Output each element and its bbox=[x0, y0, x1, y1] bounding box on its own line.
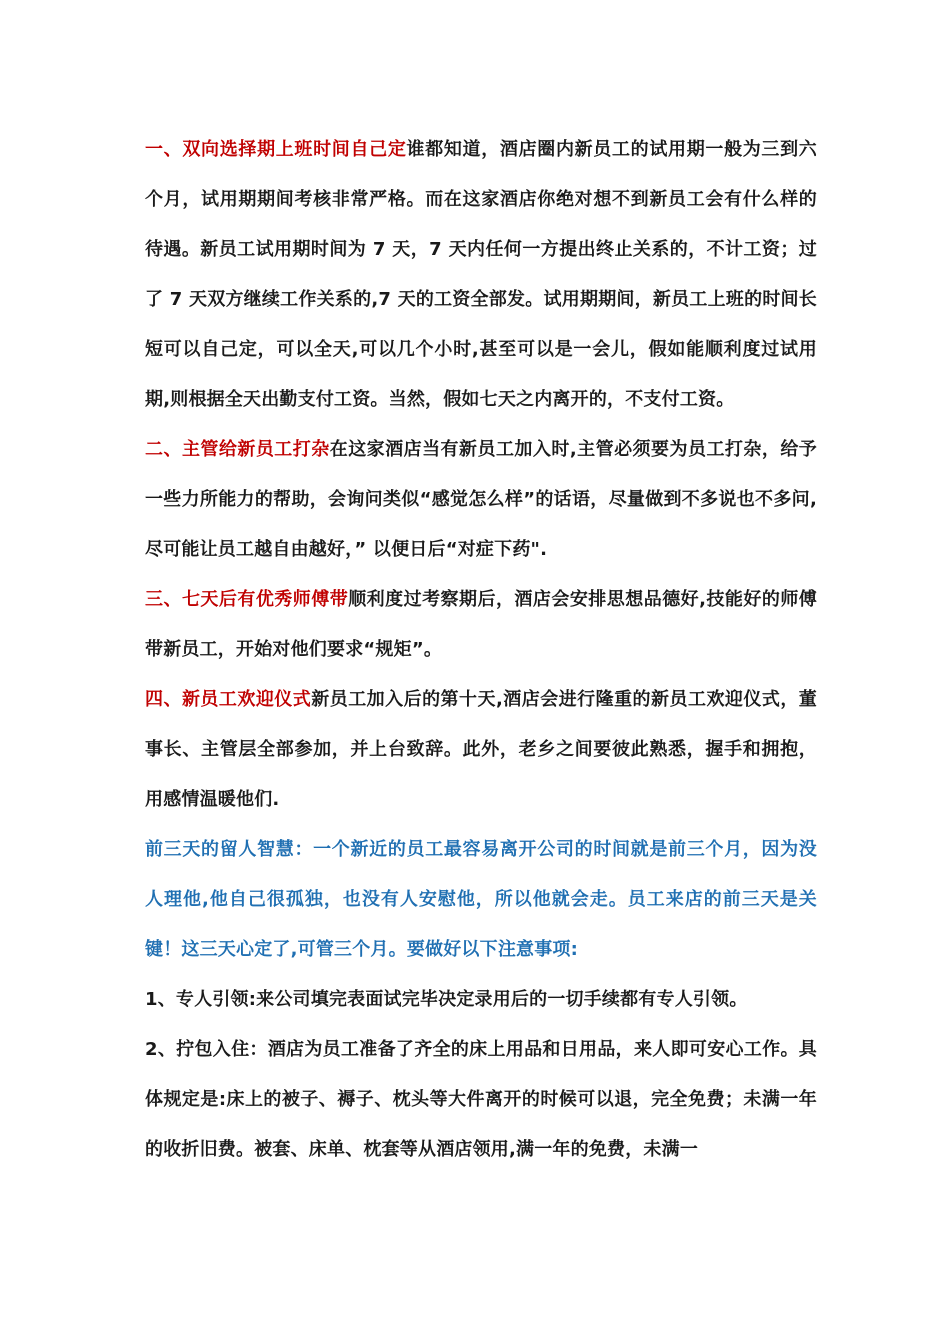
section-3 bbox=[145, 575, 817, 675]
section-2 bbox=[145, 425, 817, 575]
section-4-heading: 四、新员工欢迎仪式 bbox=[145, 689, 312, 710]
retention-highlight: 前三天的留人智慧：一个新近的员工最容易离开公司的时间就是前三个月，因为没人理他,他自己很孤独，也没有人安慰他，所以他就会走。员工来店的前三天是关键！这三天心定了,可管三个月。要做好以下注意事项: bbox=[145, 839, 817, 960]
section-4-body: 新员工加入后的第十天,酒店会进行隆重的新员工欢迎仪式，董事长、主管层全部参加，并上台致辞。此外，老乡之间要彼此熟悉，握手和拥抱，用感情温暖他们. bbox=[145, 689, 817, 810]
section-1-heading: 一、双向选择期上班时间自己定 bbox=[145, 139, 407, 160]
list-item-1: 1、专人引领:来公司填完表面试完毕决定录用后的一切手续都有专人引领。 bbox=[145, 989, 748, 1010]
section-4 bbox=[145, 675, 817, 825]
section-3-heading: 三、七天后有优秀师傅带 bbox=[145, 589, 349, 610]
document-body bbox=[145, 125, 817, 1175]
section-1-body: 谁都知道，酒店圈内新员工的试用期一般为三到六个月，试用期期间考核非常严格。而在这家酒店你绝对想不到新员工会有什么样的待遇。新员工试用期时间为 7 天，7 天内任何一方提出终止关系的，不计工资；过了 7 天双方继续工作关系的,7 天的工资全部发。试用期期间，新员工上班的时间长短可以自己定，可以全天,可以几个小时,甚至可以是一会儿，假如能顺利度过试用期,则根据全天出勤支付工资。当然，假如七天之内离开的，不支付工资。 bbox=[145, 139, 817, 410]
section-2-body: 在这家酒店当有新员工加入时,主管必须要为员工打杂，给予一些力所能力的帮助，会询问类似“感觉怎么样”的话语，尽量做到不多说也不多问,尽可能让员工越自由越好，” 以便日后“对症下药". bbox=[145, 439, 817, 560]
section-2-heading: 二、主管给新员工打杂 bbox=[145, 439, 330, 460]
list-item-2: 2、拧包入住：酒店为员工准备了齐全的床上用品和日用品，来人即可安心工作。具体规定是:床上的被子、褥子、枕头等大件离开的时候可以退，完全免费；未满一年的收折旧费。被套、床单、枕套等从酒店领用,满一年的免费，未满一 bbox=[145, 1039, 817, 1160]
section-3-body: 顺利度过考察期后，酒店会安排思想品德好,技能好的师傅带新员工，开始对他们要求“规矩”。 bbox=[145, 589, 817, 660]
section-1 bbox=[145, 125, 817, 425]
